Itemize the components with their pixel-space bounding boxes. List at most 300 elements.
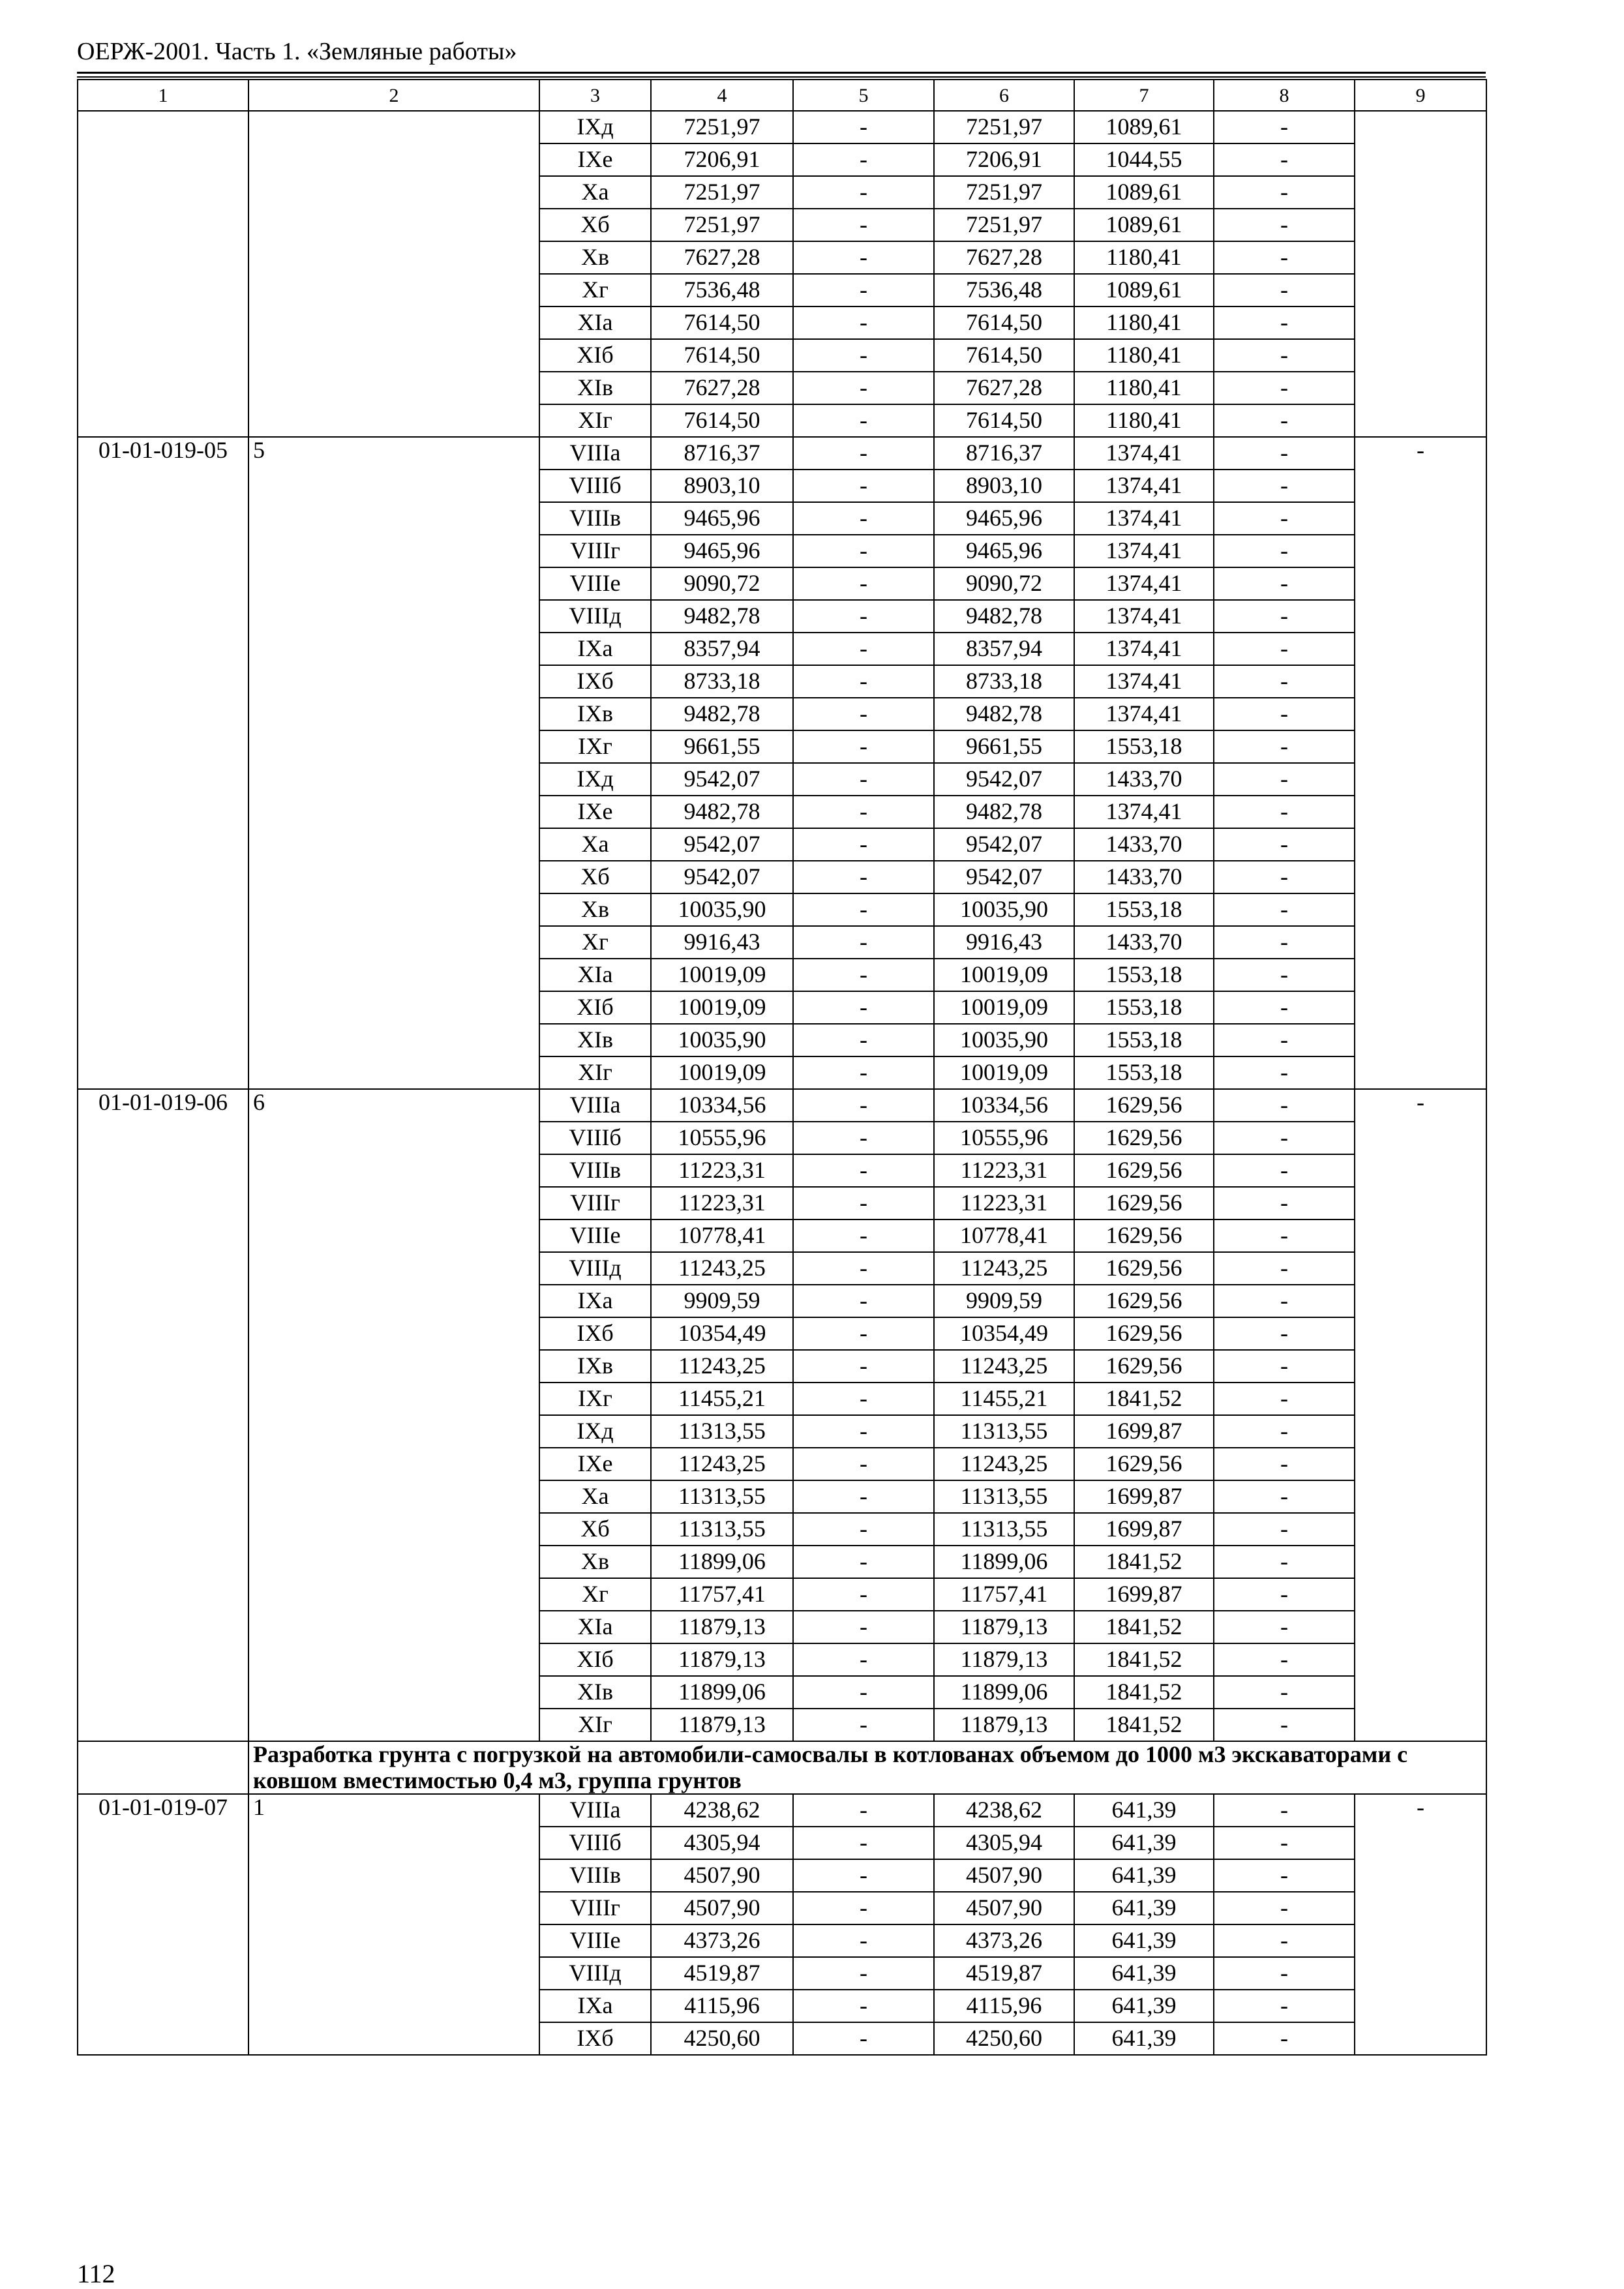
wages-driver: 1553,18 [1074, 991, 1214, 1024]
machine-cost: 10334,56 [934, 1089, 1074, 1122]
soil-group: VIIIе [539, 567, 651, 600]
col8-value: - [1214, 926, 1355, 959]
col5-value: - [793, 1827, 934, 1859]
machine-cost: 7251,97 [934, 111, 1074, 143]
machine-cost: 11243,25 [934, 1252, 1074, 1285]
col5-value: - [793, 828, 934, 861]
wages-driver: 1374,41 [1074, 502, 1214, 535]
wages-driver: 641,39 [1074, 1924, 1214, 1957]
col8-value: - [1214, 404, 1355, 437]
col8-value: - [1214, 1317, 1355, 1350]
wages-driver: 641,39 [1074, 1892, 1214, 1924]
machine-cost: 4519,87 [934, 1957, 1074, 1990]
header-rule-thin [77, 76, 1486, 78]
wages-driver: 1374,41 [1074, 698, 1214, 730]
col5-value: - [793, 1252, 934, 1285]
machine-cost: 11223,31 [934, 1154, 1074, 1187]
total-cost: 4250,60 [651, 2022, 793, 2055]
rate-subcode [248, 111, 539, 437]
col5-value: - [793, 209, 934, 241]
wages-driver: 1374,41 [1074, 567, 1214, 600]
machine-cost: 10778,41 [934, 1219, 1074, 1252]
machine-cost: 9090,72 [934, 567, 1074, 600]
soil-group: VIIIв [539, 502, 651, 535]
machine-cost: 10019,09 [934, 1056, 1074, 1089]
wages-driver: 1374,41 [1074, 470, 1214, 502]
rate-code: 01-01-019-06 [78, 1089, 248, 1741]
total-cost: 7536,48 [651, 274, 793, 307]
machine-cost: 9916,43 [934, 926, 1074, 959]
total-cost: 11313,55 [651, 1480, 793, 1513]
machine-cost: 10035,90 [934, 893, 1074, 926]
machine-cost: 7614,50 [934, 307, 1074, 339]
total-cost: 11757,41 [651, 1578, 793, 1611]
col5-value: - [793, 1187, 934, 1219]
soil-group: IXд [539, 763, 651, 796]
total-cost: 10035,90 [651, 893, 793, 926]
machine-cost: 11879,13 [934, 1709, 1074, 1741]
total-cost: 11243,25 [651, 1350, 793, 1383]
total-cost: 7614,50 [651, 404, 793, 437]
soil-group: Xа [539, 176, 651, 209]
machine-cost: 4250,60 [934, 2022, 1074, 2055]
table-row [78, 111, 1486, 143]
col8-value: - [1214, 763, 1355, 796]
col8-value: - [1214, 307, 1355, 339]
col5-value: - [793, 698, 934, 730]
soil-group: Xб [539, 209, 651, 241]
machine-cost: 8733,18 [934, 665, 1074, 698]
col5-value: - [793, 1643, 934, 1676]
col5-value: - [793, 2022, 934, 2055]
col8-value: - [1214, 1794, 1355, 1827]
total-cost: 8903,10 [651, 470, 793, 502]
col5-value: - [793, 959, 934, 991]
total-cost: 7251,97 [651, 111, 793, 143]
col8-value: - [1214, 698, 1355, 730]
machine-cost: 11313,55 [934, 1513, 1074, 1546]
total-cost: 4507,90 [651, 1859, 793, 1892]
total-cost: 10354,49 [651, 1317, 793, 1350]
machine-cost: 11313,55 [934, 1480, 1074, 1513]
machine-cost: 4305,94 [934, 1827, 1074, 1859]
col5-value: - [793, 1219, 934, 1252]
soil-group: XIг [539, 1056, 651, 1089]
col8-value: - [1214, 1219, 1355, 1252]
wages-driver: 1699,87 [1074, 1415, 1214, 1448]
col9-value: - [1355, 1794, 1486, 2055]
col5-value: - [793, 796, 934, 828]
machine-cost: 7627,28 [934, 372, 1074, 404]
wages-driver: 1553,18 [1074, 959, 1214, 991]
soil-group: Xа [539, 828, 651, 861]
soil-group: Xг [539, 926, 651, 959]
machine-cost: 8903,10 [934, 470, 1074, 502]
col8-value: - [1214, 567, 1355, 600]
col8-value: - [1214, 959, 1355, 991]
total-cost: 11243,25 [651, 1252, 793, 1285]
total-cost: 10778,41 [651, 1219, 793, 1252]
total-cost: 10334,56 [651, 1089, 793, 1122]
machine-cost: 7536,48 [934, 274, 1074, 307]
col5-value: - [793, 1317, 934, 1350]
col5-value: - [793, 1056, 934, 1089]
wages-driver: 1629,56 [1074, 1187, 1214, 1219]
total-cost: 10555,96 [651, 1122, 793, 1154]
col8-value: - [1214, 1383, 1355, 1415]
machine-cost: 11455,21 [934, 1383, 1074, 1415]
wages-driver: 1180,41 [1074, 339, 1214, 372]
wages-driver: 1180,41 [1074, 307, 1214, 339]
total-cost: 11879,13 [651, 1611, 793, 1643]
soil-group: VIIIд [539, 1252, 651, 1285]
soil-group: VIIIб [539, 1827, 651, 1859]
col5-value: - [793, 893, 934, 926]
machine-cost: 9542,07 [934, 763, 1074, 796]
wages-driver: 1629,56 [1074, 1285, 1214, 1317]
col5-value: - [793, 372, 934, 404]
machine-cost: 11879,13 [934, 1643, 1074, 1676]
wages-driver: 1699,87 [1074, 1513, 1214, 1546]
col5-value: - [793, 600, 934, 633]
soil-group: XIг [539, 404, 651, 437]
total-cost: 10019,09 [651, 991, 793, 1024]
machine-cost: 8357,94 [934, 633, 1074, 665]
soil-group: XIг [539, 1709, 651, 1741]
column-number-6: 6 [934, 80, 1074, 111]
wages-driver: 1629,56 [1074, 1122, 1214, 1154]
soil-group: VIIIб [539, 470, 651, 502]
soil-group: VIIIг [539, 535, 651, 567]
machine-cost: 11223,31 [934, 1187, 1074, 1219]
total-cost: 9909,59 [651, 1285, 793, 1317]
soil-group: XIв [539, 1024, 651, 1056]
col8-value: - [1214, 1924, 1355, 1957]
total-cost: 9916,43 [651, 926, 793, 959]
rate-subcode: 1 [248, 1794, 539, 2055]
total-cost: 11879,13 [651, 1709, 793, 1741]
soil-group: VIIIг [539, 1187, 651, 1219]
wages-driver: 1089,61 [1074, 274, 1214, 307]
column-number-2: 2 [248, 80, 539, 111]
rate-subcode: 5 [248, 437, 539, 1089]
wages-driver: 1089,61 [1074, 176, 1214, 209]
rate-code: 01-01-019-07 [78, 1794, 248, 2055]
soil-group: IXа [539, 1285, 651, 1317]
wages-driver: 641,39 [1074, 2022, 1214, 2055]
total-cost: 9482,78 [651, 698, 793, 730]
total-cost: 4519,87 [651, 1957, 793, 1990]
col5-value: - [793, 1480, 934, 1513]
col5-value: - [793, 1024, 934, 1056]
machine-cost: 11757,41 [934, 1578, 1074, 1611]
soil-group: Xв [539, 241, 651, 274]
wages-driver: 1180,41 [1074, 404, 1214, 437]
machine-cost: 11313,55 [934, 1415, 1074, 1448]
total-cost: 8357,94 [651, 633, 793, 665]
machine-cost: 11243,25 [934, 1448, 1074, 1480]
col5-value: - [793, 1285, 934, 1317]
col5-value: - [793, 926, 934, 959]
soil-group: XIб [539, 1643, 651, 1676]
machine-cost: 10019,09 [934, 991, 1074, 1024]
wages-driver: 1433,70 [1074, 861, 1214, 893]
col8-value: - [1214, 1480, 1355, 1513]
column-number-8: 8 [1214, 80, 1355, 111]
soil-group: Xв [539, 893, 651, 926]
total-cost: 10019,09 [651, 959, 793, 991]
col8-value: - [1214, 372, 1355, 404]
wages-driver: 1629,56 [1074, 1448, 1214, 1480]
total-cost: 11879,13 [651, 1643, 793, 1676]
wages-driver: 1629,56 [1074, 1154, 1214, 1187]
col8-value: - [1214, 470, 1355, 502]
col8-value: - [1214, 1415, 1355, 1448]
soil-group: XIб [539, 339, 651, 372]
page-number: 112 [77, 2259, 115, 2288]
total-cost: 7251,97 [651, 209, 793, 241]
col5-value: - [793, 1383, 934, 1415]
soil-group: VIIIв [539, 1154, 651, 1187]
table-row [78, 1089, 1486, 1122]
soil-group: VIIIд [539, 1957, 651, 1990]
col5-value: - [793, 1892, 934, 1924]
machine-cost: 4373,26 [934, 1924, 1074, 1957]
total-cost: 8733,18 [651, 665, 793, 698]
total-cost: 11313,55 [651, 1513, 793, 1546]
soil-group: VIIIг [539, 1892, 651, 1924]
soil-group: VIIIа [539, 1794, 651, 1827]
col5-value: - [793, 1350, 934, 1383]
col5-value: - [793, 763, 934, 796]
rate-subcode: 6 [248, 1089, 539, 1741]
wages-driver: 1044,55 [1074, 143, 1214, 176]
total-cost: 11899,06 [651, 1546, 793, 1578]
section-title-row [78, 1741, 1486, 1794]
col9-value: - [1355, 437, 1486, 1089]
wages-driver: 1089,61 [1074, 209, 1214, 241]
soil-group: IXе [539, 796, 651, 828]
col8-value: - [1214, 1024, 1355, 1056]
col8-value: - [1214, 1252, 1355, 1285]
soil-group: XIв [539, 1676, 651, 1709]
soil-group: VIIIе [539, 1219, 651, 1252]
machine-cost: 7627,28 [934, 241, 1074, 274]
wages-driver: 1553,18 [1074, 1056, 1214, 1089]
soil-group: VIIIд [539, 600, 651, 633]
total-cost: 10035,90 [651, 1024, 793, 1056]
wages-driver: 641,39 [1074, 1827, 1214, 1859]
total-cost: 9542,07 [651, 861, 793, 893]
col8-value: - [1214, 893, 1355, 926]
col5-value: - [793, 567, 934, 600]
col5-value: - [793, 1709, 934, 1741]
wages-driver: 1841,52 [1074, 1611, 1214, 1643]
total-cost: 7627,28 [651, 372, 793, 404]
col8-value: - [1214, 274, 1355, 307]
column-number-1: 1 [78, 80, 248, 111]
col8-value: - [1214, 1285, 1355, 1317]
soil-group: XIа [539, 1611, 651, 1643]
total-cost: 11899,06 [651, 1676, 793, 1709]
soil-group: Xб [539, 861, 651, 893]
total-cost: 9482,78 [651, 600, 793, 633]
wages-driver: 1553,18 [1074, 730, 1214, 763]
machine-cost: 11879,13 [934, 1611, 1074, 1643]
wages-driver: 1180,41 [1074, 241, 1214, 274]
col5-value: - [793, 307, 934, 339]
wages-driver: 1553,18 [1074, 893, 1214, 926]
soil-group: VIIIб [539, 1122, 651, 1154]
soil-group: IXе [539, 143, 651, 176]
col8-value: - [1214, 991, 1355, 1024]
col5-value: - [793, 1513, 934, 1546]
machine-cost: 7614,50 [934, 339, 1074, 372]
total-cost: 9090,72 [651, 567, 793, 600]
col5-value: - [793, 404, 934, 437]
col8-value: - [1214, 111, 1355, 143]
total-cost: 7206,91 [651, 143, 793, 176]
col8-value: - [1214, 828, 1355, 861]
rate-code [78, 111, 248, 437]
col5-value: - [793, 502, 934, 535]
col8-value: - [1214, 730, 1355, 763]
col8-value: - [1214, 1709, 1355, 1741]
machine-cost: 10354,49 [934, 1317, 1074, 1350]
wages-driver: 1553,18 [1074, 1024, 1214, 1056]
col5-value: - [793, 1122, 934, 1154]
machine-cost: 9542,07 [934, 861, 1074, 893]
col8-value: - [1214, 1154, 1355, 1187]
col8-value: - [1214, 339, 1355, 372]
col8-value: - [1214, 1089, 1355, 1122]
col5-value: - [793, 1924, 934, 1957]
total-cost: 9542,07 [651, 763, 793, 796]
machine-cost: 9465,96 [934, 502, 1074, 535]
column-number-9: 9 [1355, 80, 1486, 111]
total-cost: 11223,31 [651, 1187, 793, 1219]
col8-value: - [1214, 1957, 1355, 1990]
soil-group: IXг [539, 1383, 651, 1415]
machine-cost: 9542,07 [934, 828, 1074, 861]
column-number-5: 5 [793, 80, 934, 111]
col8-value: - [1214, 1859, 1355, 1892]
col5-value: - [793, 339, 934, 372]
soil-group: Xб [539, 1513, 651, 1546]
machine-cost: 7206,91 [934, 143, 1074, 176]
machine-cost: 10035,90 [934, 1024, 1074, 1056]
wages-driver: 1841,52 [1074, 1709, 1214, 1741]
wages-driver: 1629,56 [1074, 1317, 1214, 1350]
total-cost: 9482,78 [651, 796, 793, 828]
total-cost: 7251,97 [651, 176, 793, 209]
total-cost: 4373,26 [651, 1924, 793, 1957]
col5-value: - [793, 1859, 934, 1892]
machine-cost: 4507,90 [934, 1892, 1074, 1924]
wages-driver: 1374,41 [1074, 665, 1214, 698]
col8-value: - [1214, 1676, 1355, 1709]
wages-driver: 1699,87 [1074, 1578, 1214, 1611]
total-cost: 7614,50 [651, 339, 793, 372]
wages-driver: 1841,52 [1074, 1643, 1214, 1676]
col8-value: - [1214, 209, 1355, 241]
soil-group: Xг [539, 274, 651, 307]
column-number-row [78, 80, 1486, 111]
machine-cost: 9482,78 [934, 698, 1074, 730]
machine-cost: 9482,78 [934, 796, 1074, 828]
col5-value: - [793, 437, 934, 470]
wages-driver: 1699,87 [1074, 1480, 1214, 1513]
col8-value: - [1214, 535, 1355, 567]
soil-group: IXд [539, 111, 651, 143]
total-cost: 7614,50 [651, 307, 793, 339]
header-rule [77, 72, 1486, 74]
total-cost: 11243,25 [651, 1448, 793, 1480]
soil-group: IXб [539, 665, 651, 698]
soil-group: XIа [539, 307, 651, 339]
col5-value: - [793, 241, 934, 274]
total-cost: 9661,55 [651, 730, 793, 763]
soil-group: XIб [539, 991, 651, 1024]
col5-value: - [793, 665, 934, 698]
col5-value: - [793, 143, 934, 176]
total-cost: 9465,96 [651, 535, 793, 567]
wages-driver: 1841,52 [1074, 1383, 1214, 1415]
soil-group: IXа [539, 1990, 651, 2022]
column-number-3: 3 [539, 80, 651, 111]
wages-driver: 1433,70 [1074, 828, 1214, 861]
col8-value: - [1214, 1611, 1355, 1643]
total-cost: 7627,28 [651, 241, 793, 274]
column-number-4: 4 [651, 80, 793, 111]
col8-value: - [1214, 1578, 1355, 1611]
soil-group: IXб [539, 1317, 651, 1350]
col8-value: - [1214, 1448, 1355, 1480]
wages-driver: 641,39 [1074, 1859, 1214, 1892]
soil-group: IXд [539, 1415, 651, 1448]
soil-group: Xв [539, 1546, 651, 1578]
col5-value: - [793, 176, 934, 209]
machine-cost: 7251,97 [934, 209, 1074, 241]
wages-driver: 1374,41 [1074, 600, 1214, 633]
col5-value: - [793, 1578, 934, 1611]
section-title: Разработка грунта с погрузкой на автомобили-самосвалы в котлованах объемом до 1000 м3 экскаваторами с ковшом вместимостью 0,4 м3, группа грунтов [248, 1741, 1486, 1794]
col8-value: - [1214, 796, 1355, 828]
total-cost: 8716,37 [651, 437, 793, 470]
soil-group: VIIIа [539, 1089, 651, 1122]
soil-group: Xа [539, 1480, 651, 1513]
total-cost: 10019,09 [651, 1056, 793, 1089]
col8-value: - [1214, 1513, 1355, 1546]
machine-cost: 7614,50 [934, 404, 1074, 437]
soil-group: IXа [539, 633, 651, 665]
col5-value: - [793, 1089, 934, 1122]
machine-cost: 9909,59 [934, 1285, 1074, 1317]
soil-group: Xг [539, 1578, 651, 1611]
total-cost: 11223,31 [651, 1154, 793, 1187]
wages-driver: 1433,70 [1074, 763, 1214, 796]
column-number-7: 7 [1074, 80, 1214, 111]
total-cost: 4115,96 [651, 1990, 793, 2022]
wages-driver: 1089,61 [1074, 111, 1214, 143]
col5-value: - [793, 633, 934, 665]
wages-driver: 1374,41 [1074, 437, 1214, 470]
col8-value: - [1214, 241, 1355, 274]
col5-value: - [793, 111, 934, 143]
machine-cost: 9465,96 [934, 535, 1074, 567]
machine-cost: 9661,55 [934, 730, 1074, 763]
document-header: ОЕРЖ-2001. Часть 1. «Земляные работы» [77, 38, 517, 65]
